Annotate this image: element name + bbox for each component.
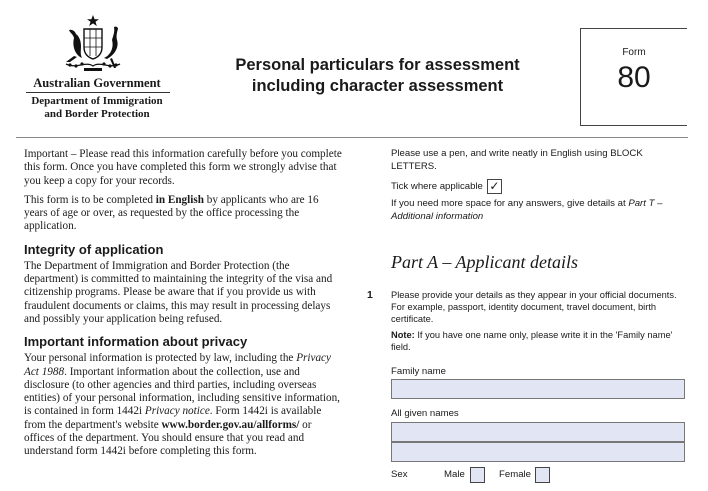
male-label: Male	[444, 469, 465, 480]
privacy-heading: Important information about privacy	[24, 334, 248, 350]
department-line-2: and Border Protection	[44, 108, 150, 120]
information-column	[24, 148, 344, 465]
website-link[interactable]: www.border.gov.au/allforms/	[161, 418, 300, 431]
privacy-body	[24, 352, 344, 458]
form-number-box	[580, 28, 687, 126]
government-name: Australian Government	[33, 76, 161, 90]
tick-example-checkbox: ✓	[487, 179, 502, 194]
coat-of-arms-icon	[60, 14, 126, 72]
integrity-heading: Integrity of application	[24, 241, 164, 257]
department-line-1: Department of Immigration	[31, 95, 163, 107]
given-names-field-1[interactable]	[391, 422, 685, 442]
important-notice: Important – Please read this information carefully before you complete this form. Once you have completed this form we strongly advise that you keep a copy for your records.	[24, 148, 342, 187]
english-notice	[24, 194, 344, 234]
privacy-text-1: Your personal information is protected by law, including the	[24, 352, 297, 365]
department-name	[20, 95, 174, 121]
sex-row	[391, 469, 531, 480]
question-text	[391, 289, 683, 353]
form-number: 80	[617, 61, 651, 94]
male-checkbox[interactable]	[470, 467, 485, 483]
title-line-2: including character assessment	[251, 77, 504, 95]
given-names-field-2[interactable]	[391, 442, 685, 462]
privacy-text-4: or offices of the department. You should ensure that you read and understand form 1442i before completing this form.	[24, 418, 312, 458]
privacy-act-ref: Privacy Act 1988	[24, 352, 331, 378]
more-space-instruction	[391, 198, 691, 223]
female-checkbox[interactable]	[535, 467, 550, 483]
form-title	[205, 55, 550, 97]
female-label: Female	[499, 469, 531, 480]
note-text: If you have one name only, please write it in the 'Family name' field.	[391, 330, 673, 352]
english-notice-text: This form is to be completed	[24, 193, 156, 206]
tick-instruction	[391, 179, 691, 194]
question-note	[391, 329, 683, 353]
form-label: Form	[622, 47, 646, 58]
privacy-text-2: . Important information about the collection, use and disclosure (to other agencies and third parties, including overseas entities) of your personal information, including sensitive information, is contained in form 1442i	[24, 365, 340, 418]
note-label: Note:	[391, 330, 415, 340]
pen-instruction: Please use a pen, and write neatly in English using BLOCK LETTERS.	[391, 148, 643, 172]
family-name-field[interactable]	[391, 379, 685, 399]
more-space-text: If you need more space for any answers, give details at	[391, 198, 629, 209]
title-line-1: Personal particulars for assessment	[235, 56, 520, 74]
divider	[26, 92, 170, 93]
privacy-notice-ref: Privacy notice	[144, 405, 210, 418]
privacy-text-3: . Form 1442i is available from the department's website	[24, 405, 322, 431]
form-header	[0, 0, 708, 138]
question-instruction: Please provide your details as they appear in your official documents. For example, passport, identity document, travel document, birth certificate.	[391, 290, 677, 324]
instructions-column	[391, 148, 691, 223]
english-notice-text-2: by applicants who are 16 years of age or over, as requested by the office processing the application.	[24, 193, 319, 233]
sex-label: Sex	[391, 469, 408, 480]
part-t-ref: Part T – Additional information	[391, 198, 663, 222]
integrity-body: The Department of Immigration and Border Protection (the department) is committed to maintaining the integrity of the visa and citizenship programs. Please be aware that if you provide us with fraudulent documents or claims, this may result in processing delays and possibly your application being refused.	[24, 259, 333, 325]
family-name-label: Family name	[391, 366, 446, 377]
given-names-label: All given names	[391, 408, 459, 419]
part-a-heading: Part A – Applicant details	[391, 252, 579, 272]
header-divider	[16, 137, 688, 138]
question-number: 1	[367, 289, 373, 301]
english-emphasis: in English	[155, 193, 204, 206]
tick-label: Tick where applicable	[391, 181, 483, 193]
